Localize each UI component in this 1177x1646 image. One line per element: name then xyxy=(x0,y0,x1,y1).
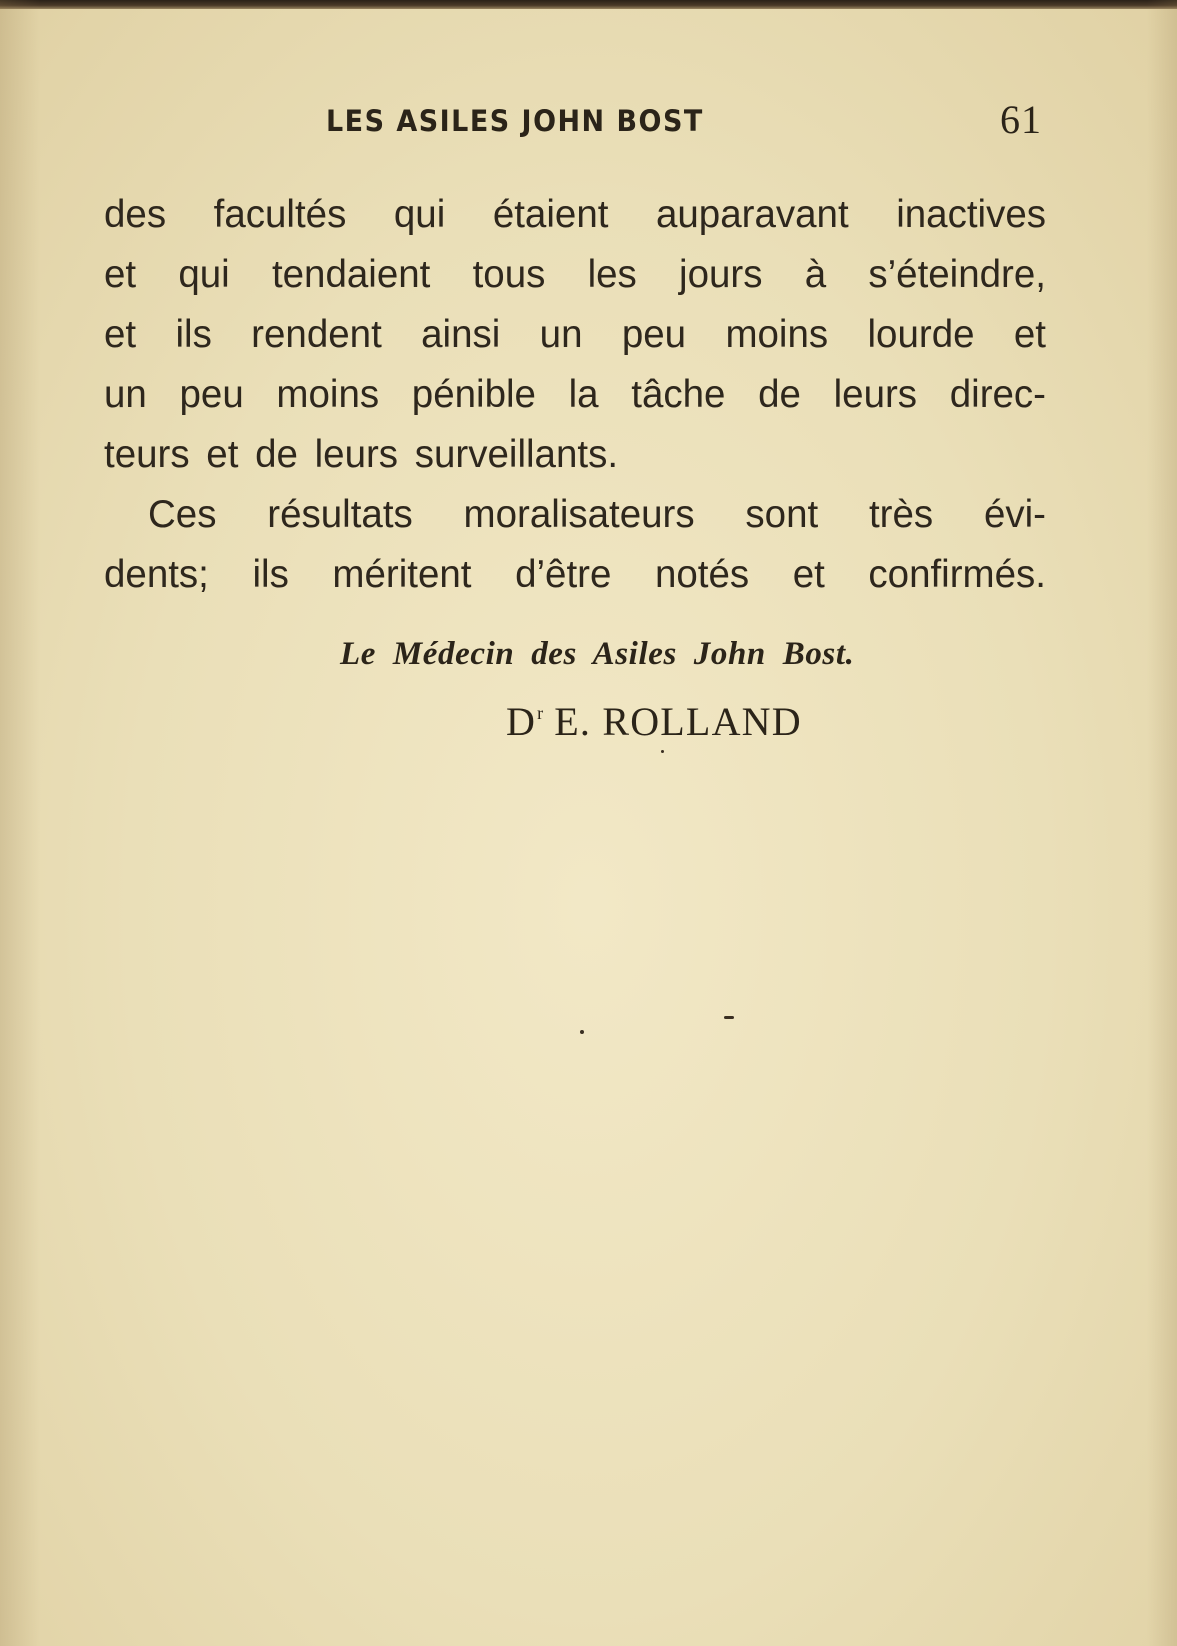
page-right-shadow xyxy=(1147,0,1177,1646)
paper-speck xyxy=(724,1016,734,1019)
signature-name: E. ROLLAND xyxy=(554,699,802,744)
paper-speck xyxy=(661,750,664,753)
signature-role: Le Médecin des Asiles John Bost. xyxy=(340,636,855,672)
text-line: et qui tendaient tous les jours à s’éteindre, xyxy=(104,253,1046,296)
running-header xyxy=(0,96,1177,146)
text-line: teurs et de leurs surveillants. xyxy=(104,433,619,476)
text-line: un peu moins pénible la tâche de leurs direc- xyxy=(104,373,1046,416)
text-line: des facultés qui étaient auparavant inactives xyxy=(104,193,1046,236)
body-text xyxy=(104,185,1046,605)
page-top-edge xyxy=(0,0,1177,9)
text-line: dents; ils méritent d’être notés et confirmés. xyxy=(104,553,1046,596)
running-title: LES ASILES JOHN BOST xyxy=(326,104,704,138)
text-line: Ces résultats moralisateurs sont très évi- xyxy=(148,493,1046,536)
page-number: 61 xyxy=(1000,97,1042,142)
paper-speck xyxy=(580,1030,584,1034)
text-line: et ils rendent ainsi un peu moins lourde et xyxy=(104,313,1046,356)
signature-title: D xyxy=(506,699,537,744)
signature-name-line xyxy=(506,698,802,745)
signature-title-superscript: r xyxy=(537,703,545,723)
page-left-shadow xyxy=(0,0,40,1646)
